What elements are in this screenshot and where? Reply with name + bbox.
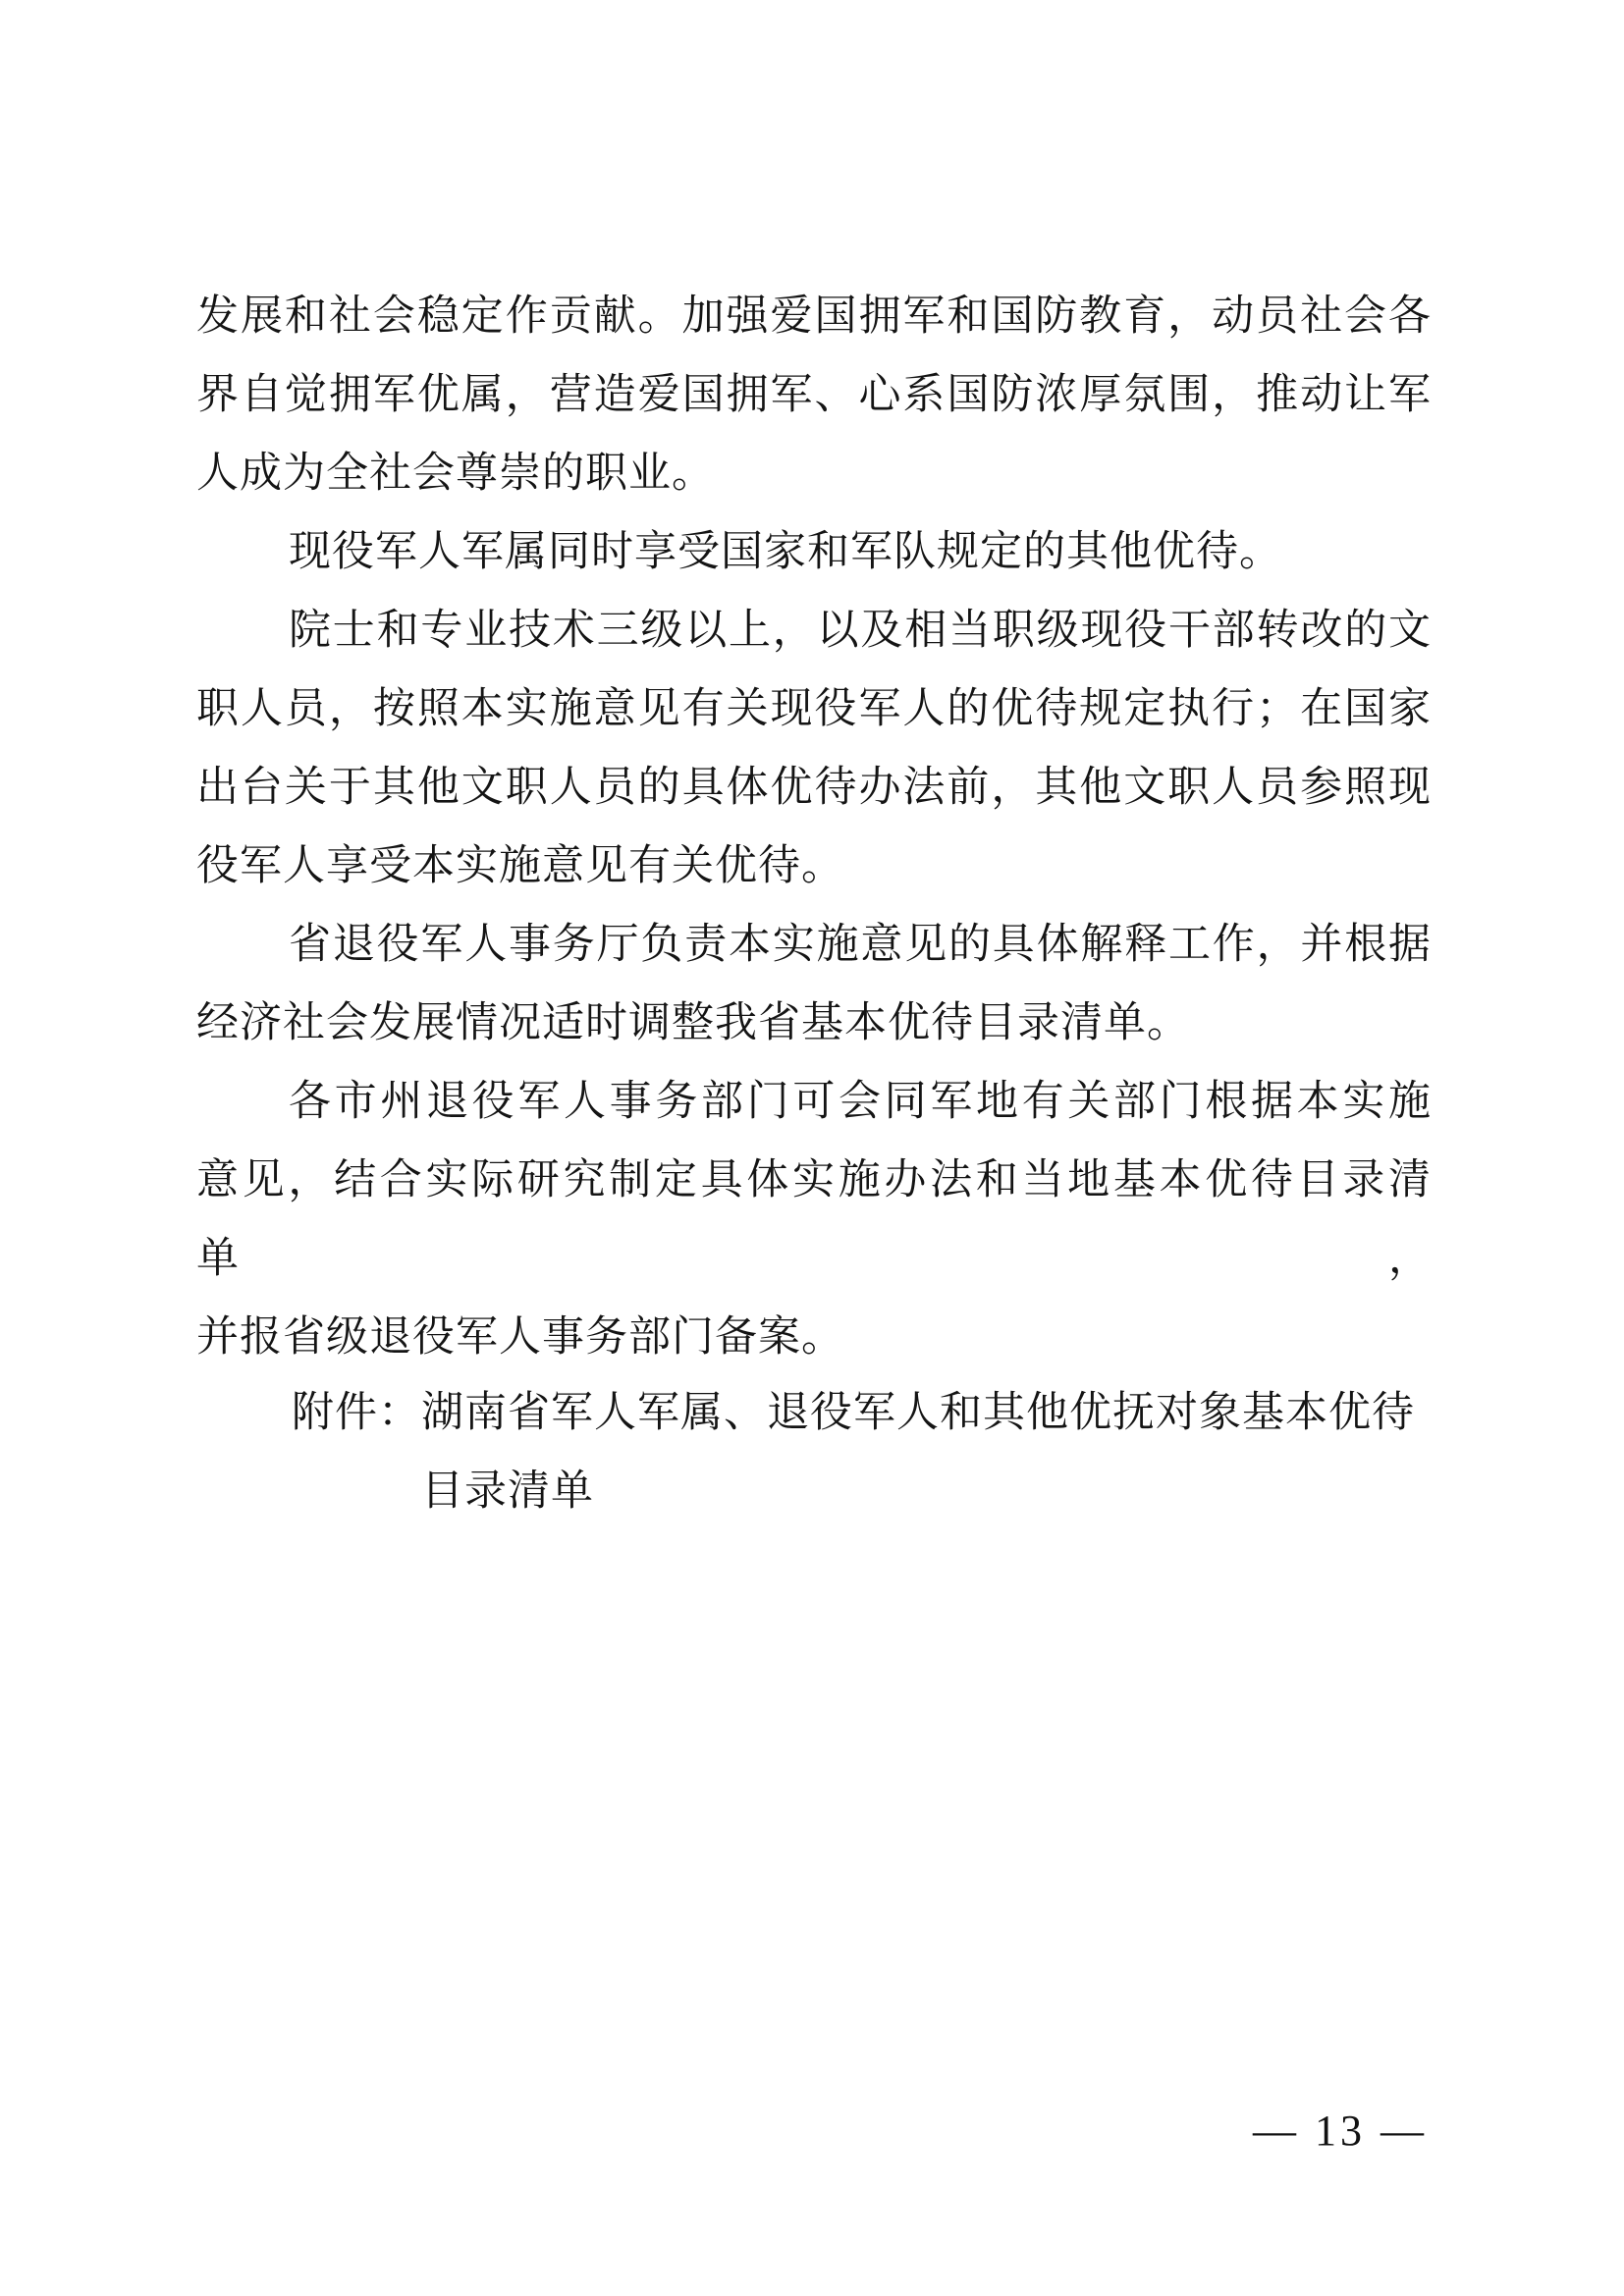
body-line: 省退役军人事务厅负责本实施意见的具体解释工作，并根据	[289, 922, 1432, 968]
body-line: 界自觉拥军优属，营造爱国拥军、心系国防浓厚氛围，推动让军	[196, 372, 1432, 418]
attachment-block	[292, 1374, 1432, 1531]
page-number: — 13 —	[1253, 2107, 1428, 2155]
body-line: 经济社会发展情况适时调整我省基本优待目录清单。	[196, 1000, 1190, 1046]
body-line: 各市州退役军人事务部门可会同军地有关部门根据本实施	[289, 1079, 1432, 1125]
attachment-title-line-1: 湖南省军人军属、退役军人和其他优抚对象基本优待	[421, 1390, 1415, 1436]
body-line: 意见，结合实际研究制定具体实施办法和当地基本优待目录清单，	[196, 1157, 1432, 1282]
body-line: 发展和社会稳定作贡献。加强爱国拥军和国防教育，动员社会各	[196, 294, 1432, 340]
attachment-title-line-2: 目录清单	[421, 1468, 594, 1515]
attachment-title	[421, 1374, 1432, 1531]
body-line: 役军人享受本实施意见有关优待。	[196, 843, 844, 889]
body-line: 人成为全社会尊崇的职业。	[196, 451, 715, 497]
body-line: 并报省级退役军人事务部门备案。	[196, 1314, 844, 1361]
body-line: 出台关于其他文职人员的具体优待办法前，其他文职人员参照现	[196, 765, 1432, 811]
body-line: 院士和专业技术三级以上，以及相当职级现役干部转改的文	[289, 608, 1432, 654]
document-body	[196, 278, 1432, 1377]
body-line: 现役军人军属同时享受国家和军队规定的其他优待。	[289, 529, 1282, 575]
body-line: 职人员，按照本实施意见有关现役军人的优待规定执行；在国家	[196, 686, 1432, 732]
attachment-label: 附件：	[292, 1390, 421, 1436]
